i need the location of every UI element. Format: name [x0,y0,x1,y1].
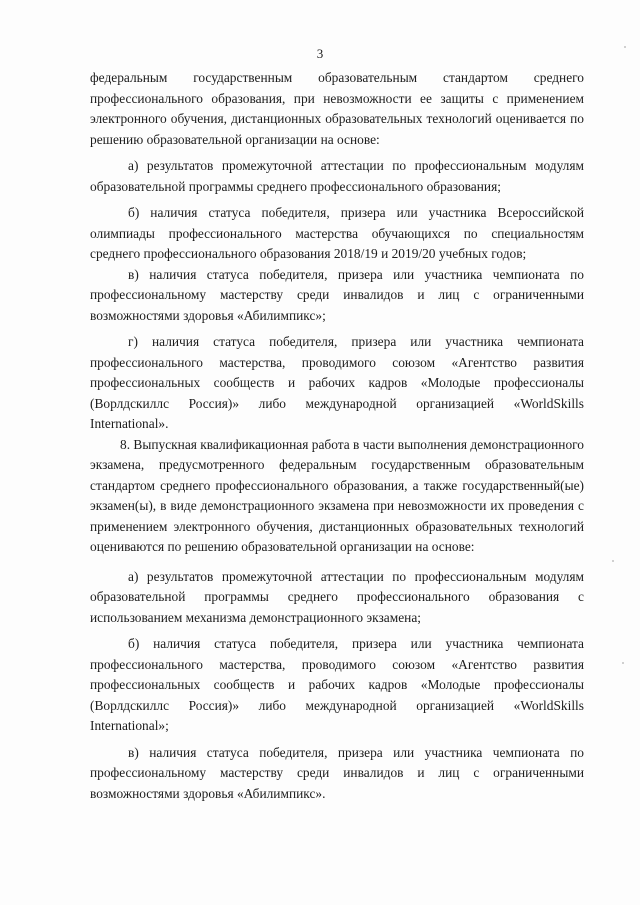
paragraph-8b: б) наличия статуса победителя, призера или участника чемпионата профессионального мастерства, проводимого союзом «Агентство развития профессиональных сообществ и рабочих кадров «Молодые профессионалы (Ворлдскиллс Россия)» либо международной организацией «WorldSkills International»; [90,636,584,733]
paragraph-7a: а) результатов промежуточной аттестации по профессиональным модулям образовательной программы среднего профессионального образования; [90,158,584,194]
scan-speck [624,46,626,48]
paragraph-7c: в) наличия статуса победителя, призера или участника чемпионата по профессиональному мастерству среди инвалидов и лиц с ограниченными возможностями здоровья «Абилимпикс»; [90,266,584,323]
paragraph-8c: в) наличия статуса победителя, призера или участника чемпионата по профессиональному мастерству среди инвалидов и лиц с ограниченными возможностями здоровья «Абилимпикс». [90,744,584,801]
paragraph-8a: а) результатов промежуточной аттестации по профессиональным модулям образовательной программы среднего профессионального образования с использованием механизма демонстрационного экзамена; [90,568,584,625]
paragraph-7b: б) наличия статуса победителя, призера или участника Всероссийской олимпиады профессионального мастерства обучающихся по специальностям среднего профессионального образования 2018/19 и 2019/20 учебных годов; [90,205,584,261]
paragraph-8: 8. Выпускная квалификационная работа в части выполнения демонстрационного экзамена, предусмотренного федеральным государственным образовательным стандартом среднего профессионального образования, а также государственный(ые) экзамен(ы), в виде демонстрационного экзамена при невозможности их проведения с применением электронного обучения, дистанционных образовательных технологий оцениваются по решению образовательной организации на основе: [90,436,584,554]
paragraph-continued: федеральным государственным образовательным стандартом среднего профессионального образования, при невозможности ее защиты с применением электронного обучения, дистанционных образовательных технологий оценивается по решению образовательной организации на основе: [90,70,584,147]
scan-speck [622,662,624,664]
scan-speck [612,560,614,562]
page-number: 3 [316,46,324,61]
paragraph-7d: г) наличия статуса победителя, призера или участника чемпионата профессионального мастерства, проводимого союзом «Агентство развития профессиональных сообществ и рабочих кадров «Молодые профессионалы (Ворлдскиллс Россия)» либо международной организацией «WorldSkills International». [90,334,584,431]
document-body [90,68,584,804]
